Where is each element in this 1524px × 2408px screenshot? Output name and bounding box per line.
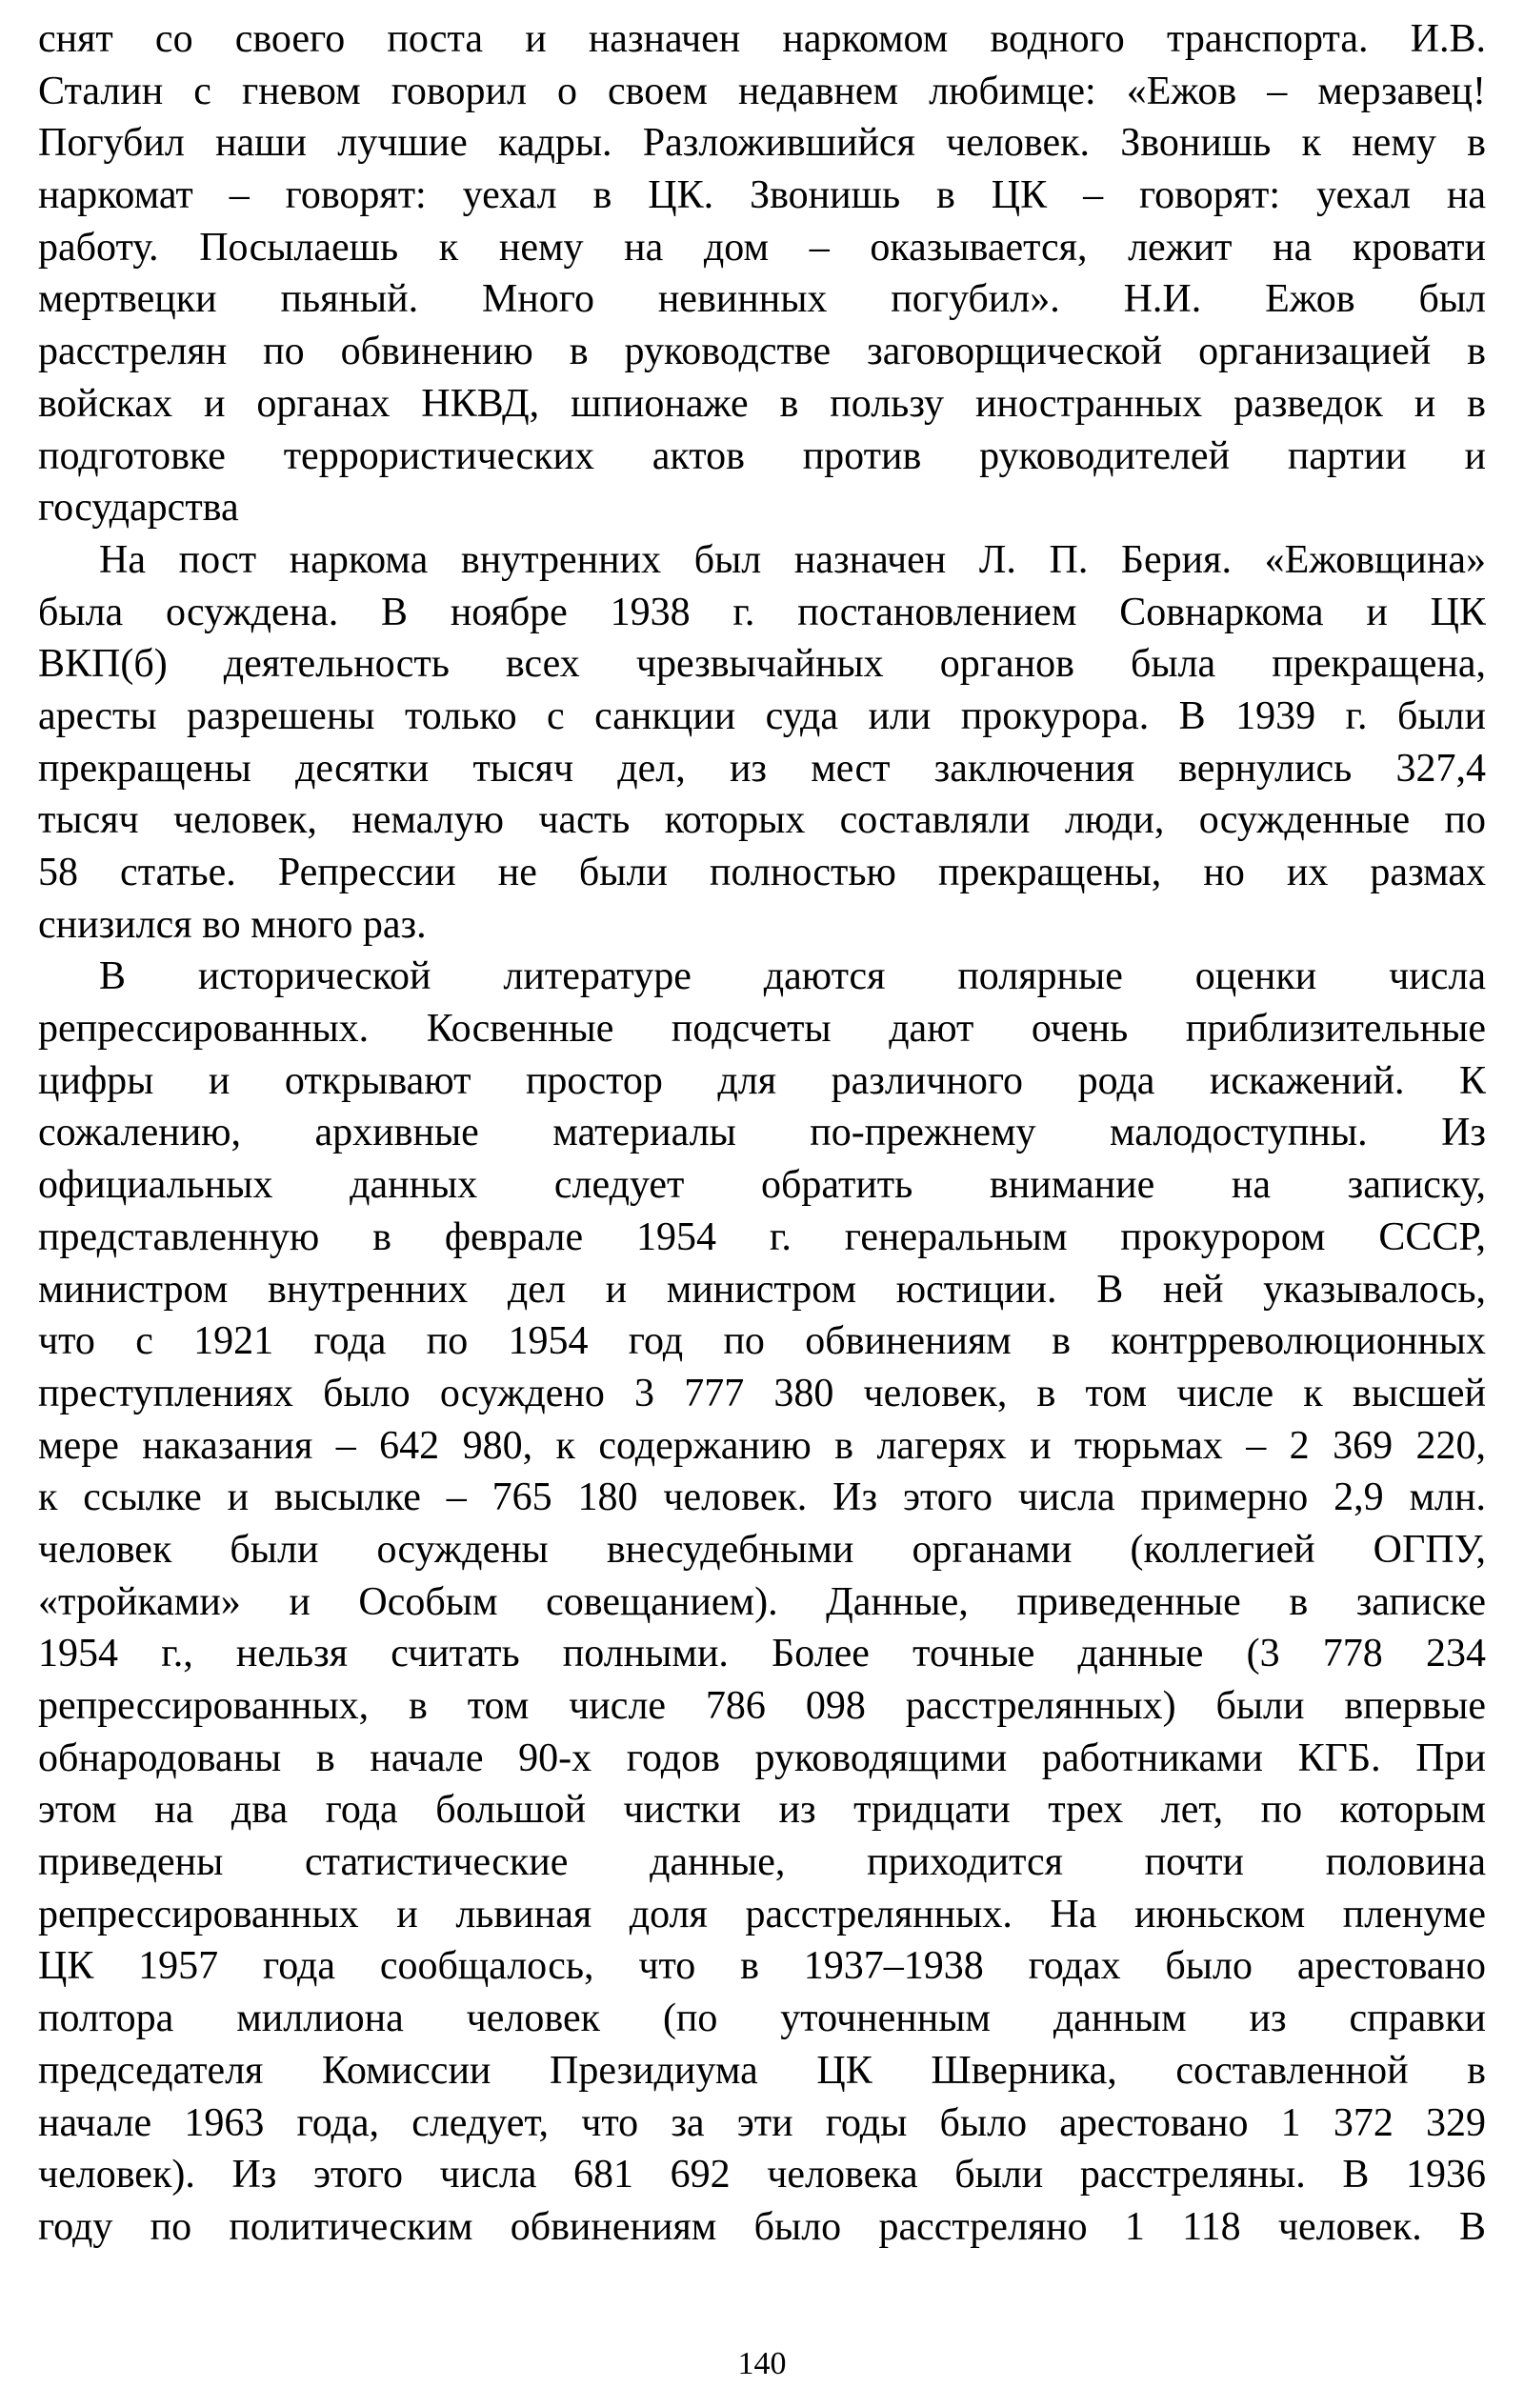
text-line: году по политическим обвинениям было расстреляно 1 118 человек. В: [38, 2204, 1486, 2249]
text-line: что с 1921 года по 1954 год по обвинениям в контрреволюционных: [38, 1319, 1486, 1364]
text-line: цифры и открывают простор для различного рода искажений. К: [38, 1058, 1486, 1103]
text-line: репрессированных. Косвенные подсчеты дают очень приблизительные: [38, 1007, 1486, 1052]
text-line: Погубил наши лучшие кадры. Разложившийся человек. Звонишь к нему в: [38, 121, 1486, 166]
text-line: Сталин с гневом говорил о своем недавнем любимце: «Ежов – мерзавец!: [38, 69, 1486, 113]
text-line: человек). Из этого числа 681 692 человека были расстреляны. В 1936: [38, 2153, 1486, 2197]
text-line: обнародованы в начале 90-х годов руководящими работниками КГБ. При: [38, 1736, 1486, 1780]
page-number: 140: [737, 2346, 787, 2381]
text-line: репрессированных, в том числе 786 098 расстрелянных) были впервые: [38, 1684, 1486, 1728]
text-line: председателя Комиссии Президиума ЦК Шверника, составленной в: [38, 2048, 1486, 2093]
text-line: полтора миллиона человек (по уточненным данным из справки: [38, 1997, 1486, 2041]
text-line: была осуждена. В ноябре 1938 г. постановлением Совнаркома и ЦК: [38, 590, 1486, 634]
text-line: мертвецки пьяный. Много невинных погубил». Н.И. Ежов был: [38, 277, 1486, 322]
text-line: человек были осуждены внесудебными органами (коллегией ОГПУ,: [38, 1527, 1486, 1572]
text-line: В исторической литературе даются полярные оценки числа: [99, 954, 1486, 999]
body-text: [38, 13, 1486, 2254]
text-line: сожалению, архивные материалы по-прежнему малодоступны. Из: [38, 1111, 1486, 1155]
text-line: мере наказания – 642 980, к содержанию в лагерях и тюрьмах – 2 369 220,: [38, 1423, 1486, 1468]
text-line: начале 1963 года, следует, что за эти годы было арестовано 1 372 329: [38, 2100, 1486, 2145]
text-line: тысяч человек, немалую часть которых составляли люди, осужденные по: [38, 798, 1486, 843]
text-line: работу. Посылаешь к нему на дом – оказывается, лежит на кровати: [38, 225, 1486, 270]
text-line: снизился во много раз.: [38, 902, 427, 947]
text-line: официальных данных следует обратить внимание на записку,: [38, 1163, 1486, 1208]
text-line: государства: [38, 486, 239, 531]
text-line: ВКП(б) деятельность всех чрезвычайных органов была прекращена,: [38, 642, 1486, 687]
text-line: этом на два года большой чистки из тридцати трех лет, по которым: [38, 1788, 1486, 1833]
text-line: 58 статье. Репрессии не были полностью прекращены, но их размах: [38, 851, 1486, 894]
text-line: 1954 г., нельзя считать полными. Более точные данные (3 778 234: [38, 1632, 1486, 1676]
text-line: министром внутренних дел и министром юстиции. В ней указывалось,: [38, 1267, 1486, 1312]
text-line: преступлениях было осуждено 3 777 380 человек, в том числе к высшей: [38, 1371, 1486, 1415]
text-line: расстрелян по обвинению в руководстве заговорщической организацией в: [38, 330, 1486, 374]
text-line: аресты разрешены только с санкции суда или прокурора. В 1939 г. были: [38, 693, 1486, 738]
text-line: прекращены десятки тысяч дел, из мест заключения вернулись 327,4: [38, 746, 1486, 791]
text-line: наркомат – говорят: уехал в ЦК. Звонишь в ЦК – говорят: уехал на: [38, 173, 1486, 218]
text-line: «тройками» и Особым совещанием). Данные, приведенные в записке: [38, 1579, 1486, 1624]
text-line: подготовке террористических актов против руководителей партии и: [38, 433, 1486, 478]
text-line: репрессированных и львиная доля расстрелянных. На июньском пленуме: [38, 1892, 1486, 1936]
text-line: войсках и органах НКВД, шпионаже в пользу иностранных разведок и в: [38, 381, 1486, 426]
text-line: На пост наркома внутренних был назначен Л. П. Берия. «Ежовщина»: [99, 537, 1486, 582]
text-line: к ссылке и высылке – 765 180 человек. Из этого числа примерно 2,9 млн.: [38, 1475, 1486, 1520]
text-line: ЦК 1957 года сообщалось, что в 1937–1938 годах было арестовано: [38, 1944, 1486, 1989]
text-line: снят со своего поста и назначен наркомом водного транспорта. И.В.: [38, 17, 1486, 61]
text-line: представленную в феврале 1954 г. генеральным прокурором СССР,: [38, 1214, 1486, 1259]
text-line: приведены статистические данные, приходится почти половина: [38, 1840, 1486, 1885]
